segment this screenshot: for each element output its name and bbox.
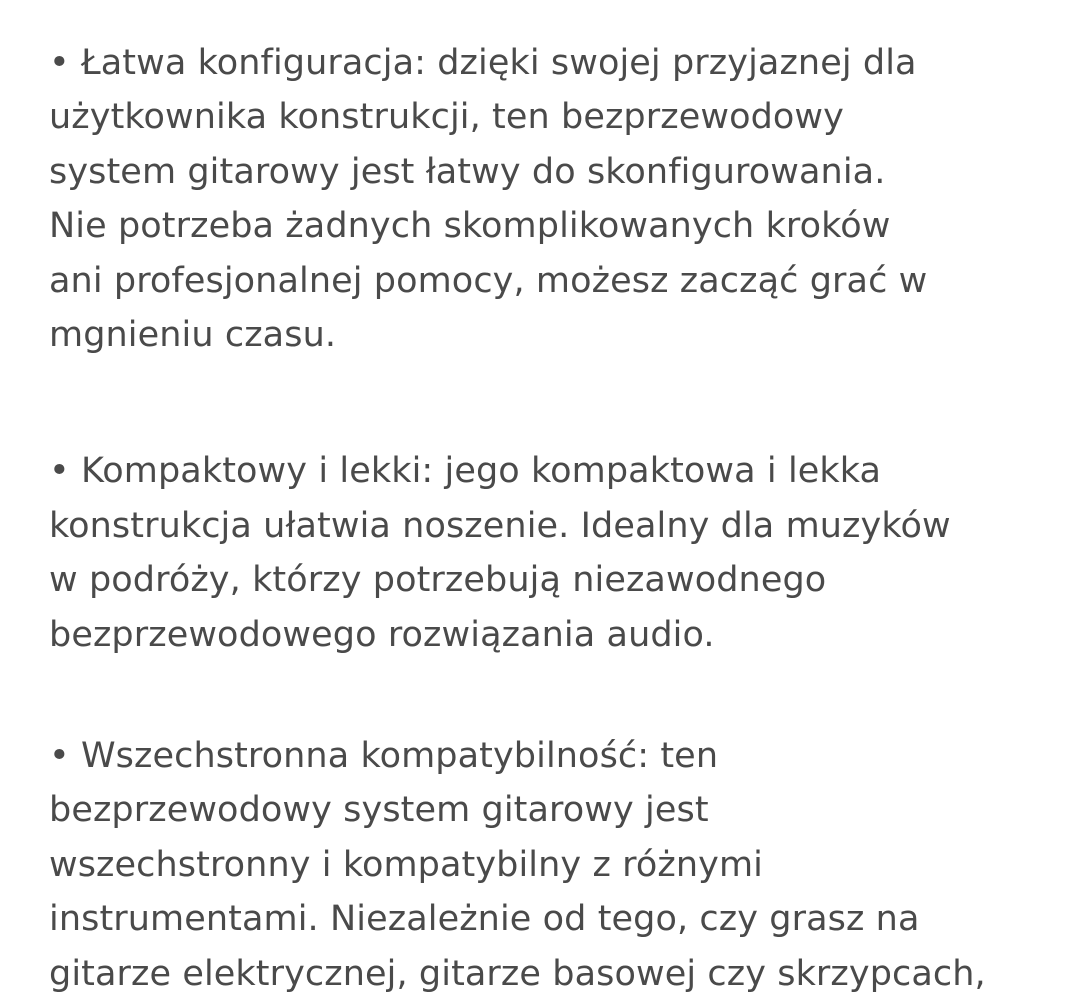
text-line: Nie potrzeba żadnych skomplikowanych kroków bbox=[49, 206, 891, 247]
text-line: • Łatwa konfiguracja: dzięki swojej przyjaznej dla bbox=[49, 43, 917, 83]
product-description bbox=[49, 36, 1049, 1001]
feature-compatibility bbox=[49, 729, 1049, 1001]
text-line: ani profesjonalnej pomocy, możesz zacząć grać w bbox=[49, 260, 928, 301]
paragraph-spacer bbox=[49, 362, 1049, 444]
text-line: • Wszechstronna kompatybilność: ten bbox=[49, 736, 719, 777]
text-line: instrumentami. Niezależnie od tego, czy grasz na bbox=[49, 899, 920, 940]
text-line: • Kompaktowy i lekki: jego kompaktowa i lekka bbox=[49, 451, 882, 492]
feature-compact-light bbox=[49, 444, 1049, 662]
text-line: bezprzewodowy system gitarowy jest bbox=[49, 790, 709, 831]
text-line: użytkownika konstrukcji, ten bezprzewodowy bbox=[49, 97, 844, 138]
text-line: konstrukcja ułatwia noszenie. Idealny dla muzyków bbox=[49, 505, 951, 546]
text-line: w podróży, którzy potrzebują niezawodnego bbox=[49, 560, 827, 601]
text-line: gitarze elektrycznej, gitarze basowej czy skrzypcach, bbox=[49, 953, 986, 994]
feature-easy-setup bbox=[49, 36, 1049, 362]
text-line: system gitarowy jest łatwy do skonfigurowania. bbox=[49, 151, 886, 192]
paragraph-spacer bbox=[49, 662, 1049, 729]
text-line: wszechstronny i kompatybilny z różnymi bbox=[49, 844, 763, 885]
text-line: bezprzewodowego rozwiązania audio. bbox=[49, 614, 715, 655]
text-line: mgnieniu czasu. bbox=[49, 315, 337, 356]
